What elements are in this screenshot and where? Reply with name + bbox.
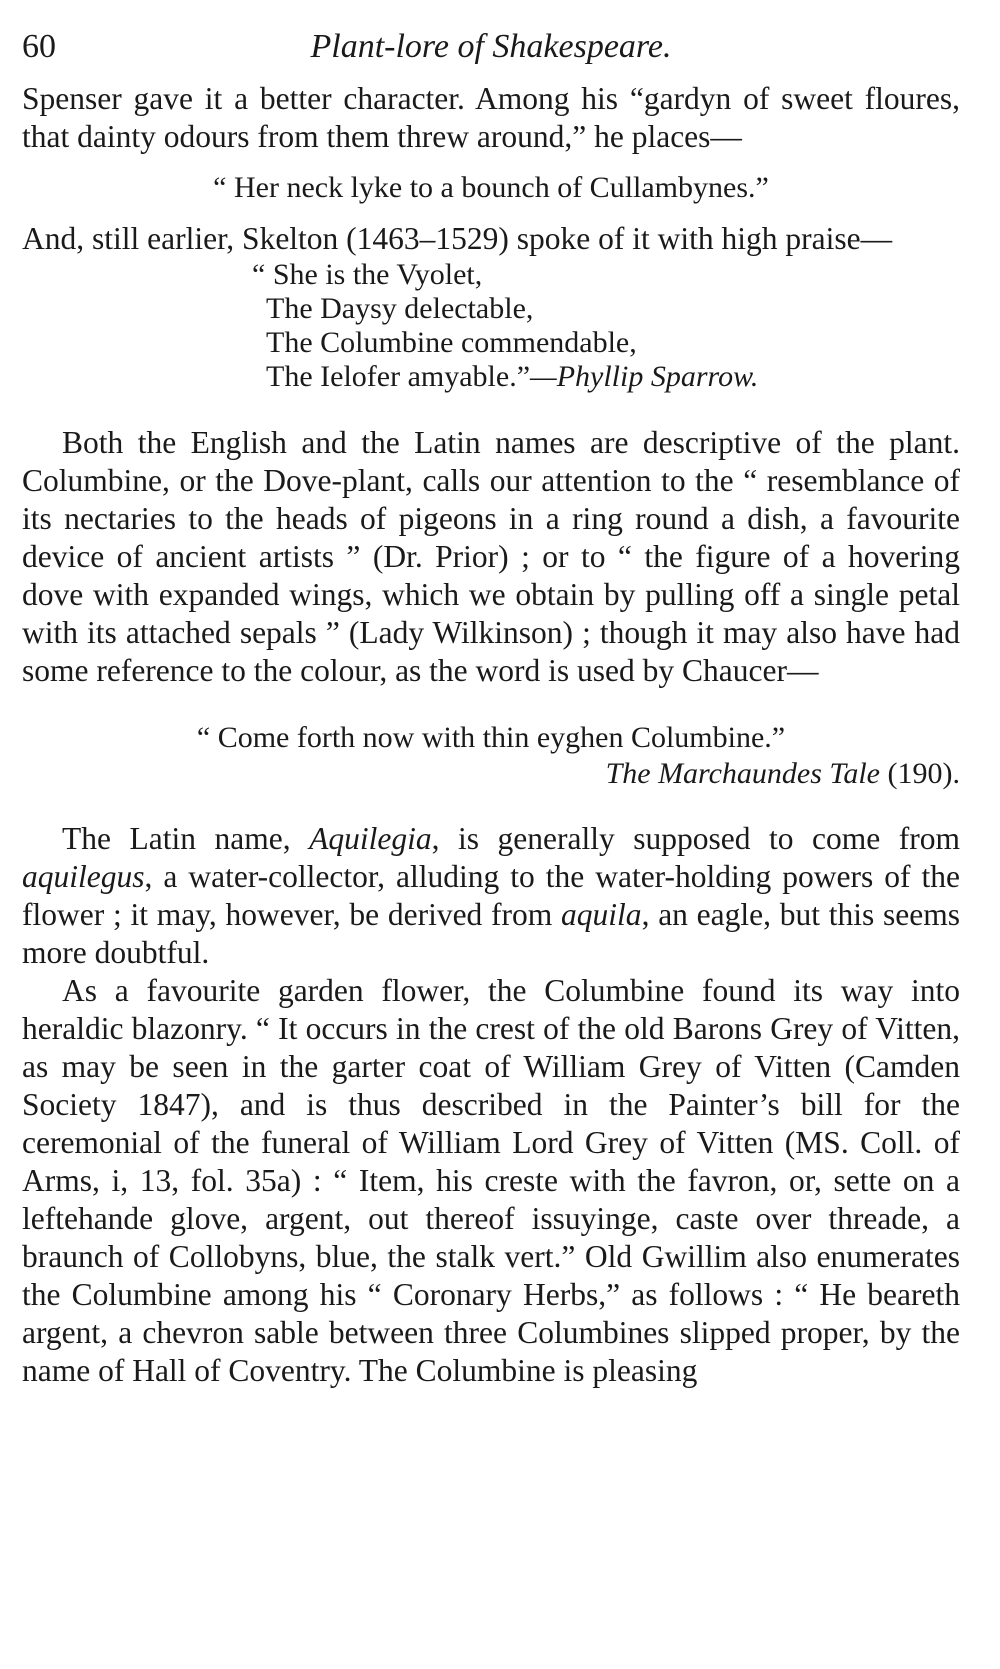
running-title: Plant-lore of Shakespeare. bbox=[310, 28, 672, 65]
paragraph-latin-name bbox=[22, 820, 960, 972]
verse-line: “ She is the Vyolet, bbox=[252, 258, 483, 291]
verse-line: The Daysy delectable, bbox=[266, 292, 534, 325]
page-number: 60 bbox=[22, 28, 56, 65]
quote-chaucer: “ Come forth now with thin eyghen Columbine.” bbox=[196, 721, 786, 754]
verse-line: The Columbine commendable, bbox=[266, 326, 637, 359]
source-reference: (190). bbox=[887, 757, 960, 790]
latin-term: Aquilegia bbox=[309, 821, 432, 856]
paragraph-skelton: And, still earlier, Skelton (1463–1529) spoke of it with high praise— bbox=[22, 221, 893, 256]
quote-cullambynes: “ Her neck lyke to a bounch of Cullambynes.” bbox=[213, 171, 769, 204]
latin-term: aquilegus bbox=[22, 859, 145, 894]
verse-line-with-source bbox=[252, 360, 960, 394]
latin-term: aquila bbox=[561, 897, 642, 932]
source-title: The Marchaundes Tale bbox=[605, 757, 881, 790]
text-run: , an eagle, but this seems more doubtful. bbox=[22, 897, 961, 970]
verse-line-text: The Ielofer amyable.” bbox=[266, 360, 531, 393]
paragraph-heraldry: As a favourite garden flower, the Columbine found its way into heraldic blazonry. “ It occurs in the crest of the old Barons Grey of Vitten, as may be seen in the garter coat of William Grey of Vitten (Camden Society 1847), and is thus described in the Painter’s bill for the ceremonial of the funeral of William Lord Grey of Vitten (MS. Coll. of Arms, i, 13, fol. 35a) : “ Item, his creste with the favron, or, sette on a leftehande glove, argent, out thereof issuyinge, caste over threade, a braunch of Collobyns, blue, the stalk vert.” Old Gwillim also enumerates the Columbine among his “ Coronary Herbs,” as follows : “ He beareth argent, a chevron sable between three Columbines slipped proper, by the name of Hall of Coventry. The Columbine is pleasing bbox=[22, 973, 960, 1388]
text-run: The Latin name, bbox=[62, 821, 310, 856]
running-head bbox=[22, 28, 960, 80]
verse-phyllip-sparrow bbox=[252, 258, 960, 394]
paragraph-names: Both the English and the Latin names are descriptive of the plant. Columbine, or the Dove-plant, calls our attention to the “ resemblance of its nectaries to the heads of pigeons in a ring round a dish, a favourite device of ancient artists ” (Dr. Prior) ; or to “ the figure of a hovering dove with expanded wings, which we obtain by pulling off a single petal with its attached sepals ” (Lady Wilkinson) ; though it may also have had some reference to the colour, as the word is used by Chaucer— bbox=[22, 425, 960, 688]
text-run: , is generally supposed to come from bbox=[431, 821, 960, 856]
book-page bbox=[22, 28, 960, 1390]
text-run: , a water-collector, alluding to the water-holding powers of the flower ; it may, however, be derived from bbox=[22, 859, 960, 932]
paragraph-spenser: Spenser gave it a better character. Among his “gardyn of sweet floures, that dainty odours from them threw around,” he places— bbox=[22, 81, 960, 154]
verse-source: —Phyllip Sparrow. bbox=[530, 360, 759, 393]
quote-chaucer-source bbox=[22, 756, 960, 792]
